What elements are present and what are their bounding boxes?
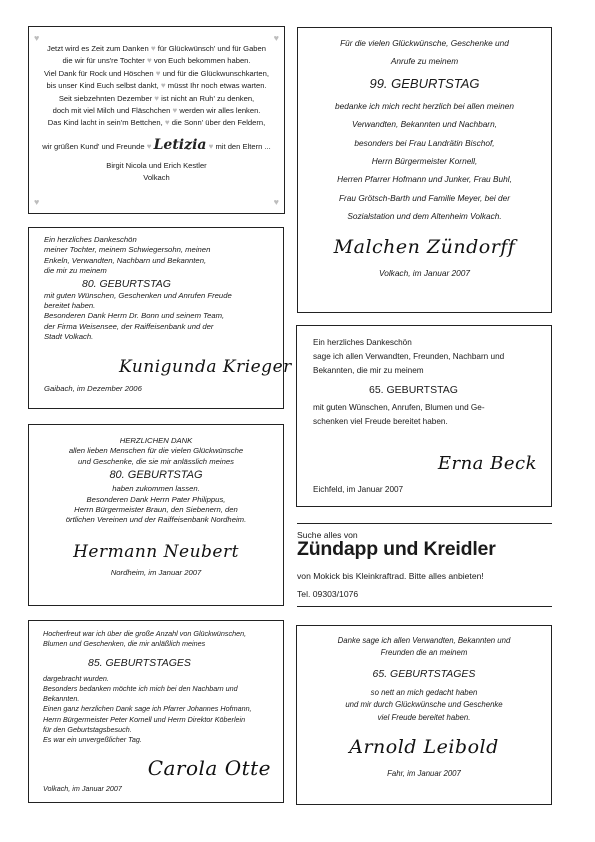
thanks-card-65-leibold [296, 625, 552, 805]
body-line: und mir durch Glückwünsche und Geschenke [345, 700, 503, 710]
verse-line: bis unser Kind Euch selbst dankt, ♥ müsst Ihr noch etwas warten. [46, 81, 267, 91]
signature: Hermann Neubert [73, 541, 239, 562]
body-line: Herren Pfarrer Hofmann und Junker, Frau Buhl, [337, 174, 512, 185]
place-date: Gaibach, im Dezember 2006 [44, 384, 142, 393]
heart-icon: ♥ [208, 141, 214, 151]
heart-icon: ♥ [155, 68, 161, 78]
body-line: Besonderen Dank Herrn Pater Philippus, [86, 494, 226, 504]
verse-line: Seit siebzehnten Dezember ♥ ist nicht an Ruh' zu denken, [58, 93, 255, 103]
body-line: Freunden die an meinem [380, 648, 468, 658]
body-line: Herrn Bürgermeister Braun, den Siebenern, den [74, 505, 238, 515]
body-line: Herrn Bürgermeister Peter Kornell und Herrn Direktor Köberlein [43, 714, 246, 724]
verse-line: Viel Dank für Rock und Höschen ♥ und für die Glückwunschkarten, [44, 68, 269, 78]
body-line: dargebracht wurden. [43, 673, 109, 683]
birthday-heading: 65. GEBURTSTAG [369, 383, 458, 396]
body-line: mit guten Wünschen, Geschenken und Anrufen Freude [44, 290, 232, 300]
heart-corner-icon: ♥ [273, 33, 279, 43]
body-line: Bekannten. [43, 694, 80, 704]
body-line: sage ich allen Verwandten, Freunden, Nachbarn und [313, 352, 505, 362]
birthday-heading: 99. GEBURTSTAG [369, 75, 480, 91]
ad-phone: Tel. 09303/1076 [297, 589, 359, 599]
birthday-heading: 65. GEBURTSTAGES [372, 667, 476, 680]
body-line: örtlichen Vereinen und der Raiffeisenbank Nordheim. [65, 515, 247, 525]
body-line: viel Freude bereitet haben. [377, 712, 471, 722]
birthday-heading: 80. GEBURTSTAG [109, 469, 203, 482]
body-line: bedanke ich mich recht herzlich bei allen meinen [335, 100, 514, 111]
verse-line: die wir für uns're Tochter ♥ von Euch bekommen haben. [62, 56, 251, 66]
heart-icon: ♥ [146, 141, 152, 151]
place-date: Nordheim, im Januar 2007 [110, 567, 202, 577]
body-line: der Firma Weisensee, der Raiffeisenbank und der [44, 321, 214, 331]
body-line: Danke sage ich allen Verwandten, Bekannten und [337, 636, 511, 645]
heart-icon: ♥ [164, 118, 170, 128]
body-line: Blumen und Geschenken, die mir anläßlich meines [43, 639, 206, 649]
body-line: Stadt Volkach. [44, 332, 94, 342]
parents-place: Volkach [143, 173, 170, 183]
signature: Carola Otte [147, 756, 271, 780]
signature: Arnold Leibold [349, 736, 499, 759]
thanks-card-99 [297, 27, 552, 313]
body-line: Es war ein unvergeßlicher Tag. [43, 735, 142, 745]
body-line: Ein herzliches Dankeschön [313, 338, 412, 347]
body-line: Besonders bedanken möchte ich mich bei den Nachbarn und [43, 683, 238, 693]
body-line: so nett an mich gedacht haben [370, 687, 478, 697]
ad-subline: von Mokick bis Kleinkraftrad. Bitte alles anbieten! [297, 571, 484, 581]
body-line: Frau Grötsch-Barth und Familie Meyer, bei der [338, 192, 511, 203]
birthday-heading: 80. GEBURTSTAG [82, 277, 171, 290]
signature: Kunigunda Krieger [119, 357, 292, 377]
classified-ad [297, 523, 552, 607]
birthday-heading: 85. GEBURTSTAGES [88, 656, 191, 669]
body-line: haben zukommen lassen. [112, 484, 200, 494]
body-line: Ein herzliches Dankeschön [44, 235, 137, 244]
body-line: die mir zu meinem [44, 266, 107, 276]
place-date: Volkach, im Januar 2007 [43, 784, 122, 793]
greeting-line: wir grüßen Kund' und Freunde ♥ Letizia ♥ mit den Eltern ... [42, 136, 271, 153]
body-line: und Geschenke, die sie mir anlässlich meines [78, 456, 234, 466]
thanks-card-85-otte [28, 620, 284, 803]
body-line: Einen ganz herzlichen Dank sage ich Pfarrer Johannes Hofmann, [43, 704, 252, 714]
verse-line: Jetzt wird es Zeit zum Danken ♥ für Glückwünsch' und für Gaben [47, 44, 266, 53]
heart-corner-icon: ♥ [34, 33, 40, 43]
heart-icon: ♥ [172, 106, 178, 116]
heart-icon: ♥ [150, 44, 156, 53]
place-date: Eichfeld, im Januar 2007 [313, 485, 404, 494]
heart-icon: ♥ [146, 56, 152, 66]
body-line: Besonderen Dank Herrn Dr. Bonn und seinem Team, [44, 311, 225, 321]
body-line: meiner Tochter, meinem Schwiegersohn, meinen [44, 245, 211, 255]
signature: Erna Beck [437, 453, 537, 474]
card-heading: HERZLICHEN DANK [119, 436, 193, 445]
intro-line: Für die vielen Glückwünsche, Geschenke und [340, 38, 509, 48]
place-date: Fahr, im Januar 2007 [387, 769, 461, 779]
heart-icon: ♥ [160, 81, 166, 91]
thanks-card-80-neubert [28, 424, 284, 606]
body-line: mit guten Wünschen, Anrufen, Blumen und Ge- [313, 402, 485, 412]
ad-intro: Suche alles von [297, 530, 358, 540]
thanks-card-65-beck [296, 325, 552, 507]
ad-bottom-rule [297, 606, 552, 607]
heart-corner-icon: ♥ [273, 196, 279, 207]
verse-line: Das Kind lacht in sein'm Bettchen, ♥ die Sonn' über den Feldern, [47, 118, 266, 128]
body-line: besonders bei Frau Landrätin Bischof, [354, 137, 495, 148]
body-line: schenken viel Freude bereitet haben. [313, 416, 448, 426]
baby-name: Letizia [153, 136, 207, 153]
body-line: Herrn Bürgermeister Kornell, [371, 156, 478, 167]
parents-names: Birgit Nicola und Erich Kestler [106, 160, 207, 170]
ad-headline: Zündapp und Kreidler [297, 538, 496, 560]
ad-top-rule [297, 523, 552, 524]
body-line: Bekannten, die mir zu meinem [313, 366, 424, 376]
birth-thanks-card [28, 26, 285, 214]
verse-line: doch mit viel Milch und Fläschchen ♥ werden wir alles lenken. [52, 106, 261, 116]
body-line: Sozialstation und dem Altenheim Volkach. [347, 211, 502, 222]
signature: Malchen Zündorff [333, 235, 516, 258]
body-line: Verwandten, Bekannten und Nachbarn, [352, 119, 497, 130]
body-line: allen lieben Menschen für die vielen Glückwünsche [68, 446, 244, 456]
heart-icon: ♥ [154, 93, 159, 103]
intro-line: Anrufe zu meinem [390, 56, 459, 67]
heart-corner-icon: ♥ [34, 196, 40, 207]
body-line: bereitet haben. [44, 301, 96, 311]
body-line: Enkeln, Verwandten, Nachbarn und Bekannten, [44, 255, 207, 265]
body-line: Hocherfreut war ich über die große Anzahl von Glückwünschen, [43, 629, 247, 638]
place-date: Volkach, im Januar 2007 [378, 267, 470, 278]
body-line: für den Geburtstagsbesuch. [43, 725, 132, 735]
thanks-card-80-krieger [28, 227, 292, 409]
